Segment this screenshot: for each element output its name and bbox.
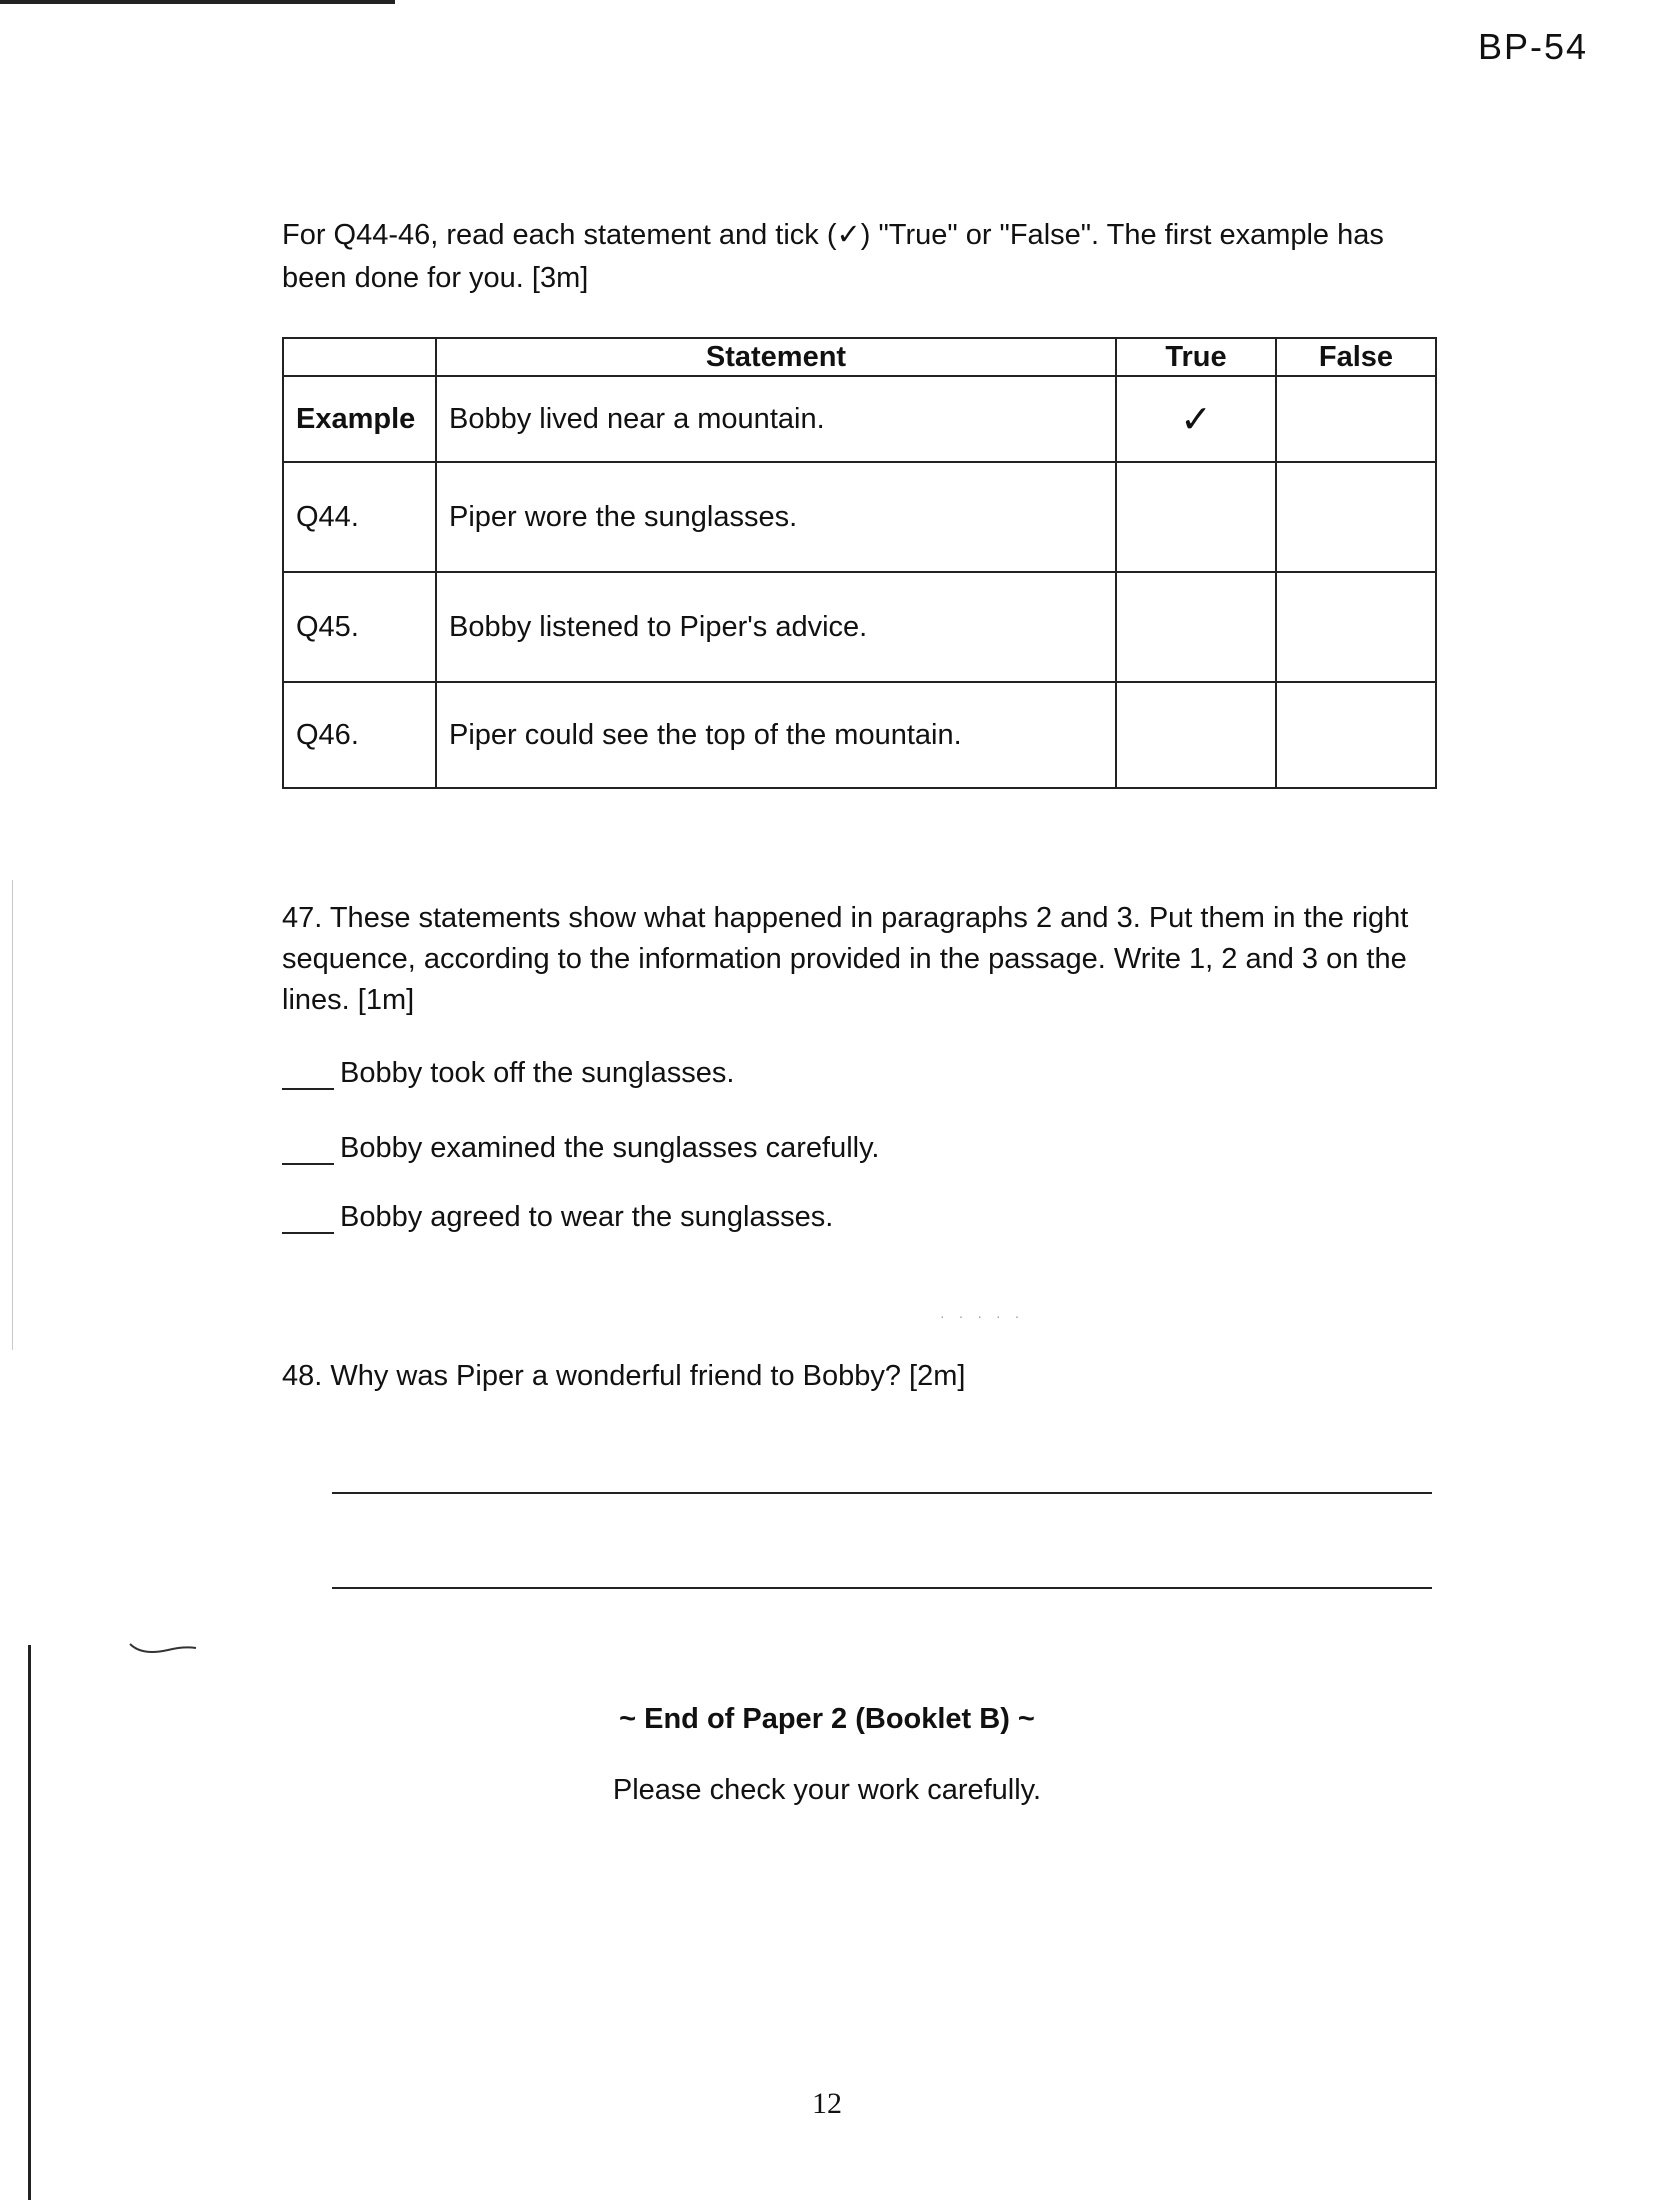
table-row xyxy=(283,682,1436,788)
top-rule xyxy=(0,0,395,4)
header-label xyxy=(283,338,436,376)
true-cell[interactable] xyxy=(1116,462,1276,572)
true-cell[interactable] xyxy=(1116,682,1276,788)
sequence-item xyxy=(282,1132,880,1165)
table-row xyxy=(283,572,1436,682)
row-statement: Piper wore the sunglasses. xyxy=(436,462,1116,572)
false-cell[interactable] xyxy=(1276,462,1436,572)
row-label: Q44. xyxy=(283,462,436,572)
true-cell[interactable]: ✓ xyxy=(1116,376,1276,462)
end-of-paper-title: ~ End of Paper 2 (Booklet B) ~ xyxy=(619,1703,1035,1735)
page-code: BP-54 xyxy=(1478,26,1589,67)
answer-blank[interactable] xyxy=(282,1058,334,1090)
question-47-prompt: 47. These statements show what happened in paragraphs 2 and 3. Put them in the right sequence, according to the information provided in the passage. Write 1, 2 and 3 on the lines. [1m] xyxy=(282,902,1409,1016)
end-note: Please check your work carefully. xyxy=(612,1774,1042,1806)
answer-blank[interactable] xyxy=(282,1133,334,1165)
table-header-row xyxy=(283,338,1436,376)
false-cell[interactable] xyxy=(1276,572,1436,682)
instruction-text: For Q44-46, read each statement and tick (✓) "True" or "False". The first example has been done for you. [3m] xyxy=(282,219,1384,294)
row-label: Example xyxy=(283,376,436,462)
sequence-item xyxy=(282,1201,833,1234)
row-label: Q46. xyxy=(283,682,436,788)
question-48-prompt: 48. Why was Piper a wonderful friend to Bobby? [2m] xyxy=(282,1360,966,1392)
row-label: Q45. xyxy=(283,572,436,682)
answer-line[interactable] xyxy=(332,1587,1432,1589)
scan-specks: ····· xyxy=(940,1308,1034,1324)
table-row xyxy=(283,376,1436,462)
pen-mark xyxy=(128,1640,198,1658)
answer-blank[interactable] xyxy=(282,1202,334,1234)
header-statement: Statement xyxy=(436,338,1116,376)
row-statement: Bobby lived near a mountain. xyxy=(436,376,1116,462)
row-statement: Bobby listened to Piper's advice. xyxy=(436,572,1116,682)
sequence-item-text: Bobby agreed to wear the sunglasses. xyxy=(340,1201,834,1233)
page-number: 12 xyxy=(812,2087,842,2120)
sequence-item xyxy=(282,1057,734,1090)
answer-line[interactable] xyxy=(332,1492,1432,1494)
true-cell[interactable] xyxy=(1116,572,1276,682)
header-true: True xyxy=(1116,338,1276,376)
sequence-item-text: Bobby took off the sunglasses. xyxy=(340,1057,735,1089)
header-false: False xyxy=(1276,338,1436,376)
false-cell[interactable] xyxy=(1276,376,1436,462)
true-false-table xyxy=(282,337,1437,789)
row-statement: Piper could see the top of the mountain. xyxy=(436,682,1116,788)
table-row xyxy=(283,462,1436,572)
sequence-item-text: Bobby examined the sunglasses carefully. xyxy=(340,1132,880,1164)
false-cell[interactable] xyxy=(1276,682,1436,788)
margin-line xyxy=(12,880,13,1350)
